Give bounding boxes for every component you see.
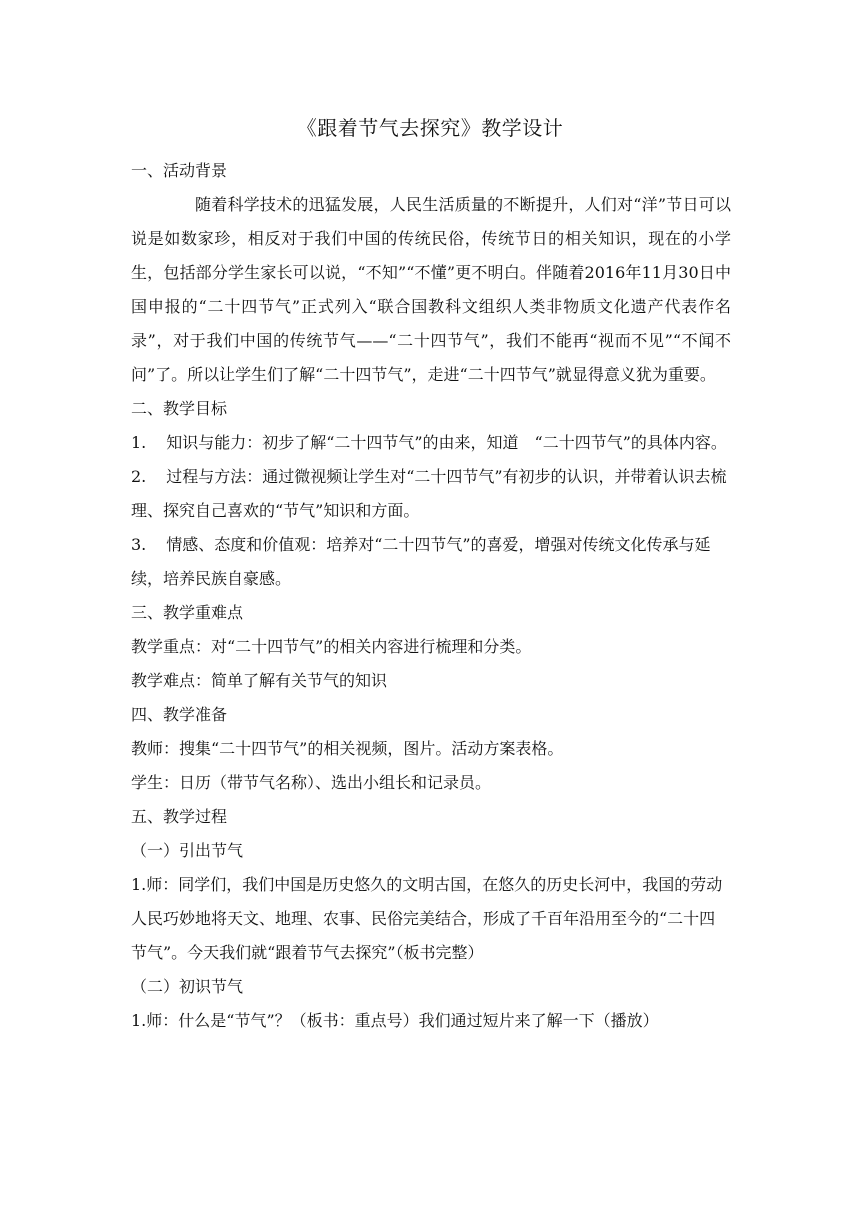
list-text: 知识与能力：初步了解“二十四节气”的由来，知道 “二十四节气”的具体内容。 [166, 433, 727, 452]
list-number: 1. [131, 433, 147, 452]
section-heading: 五、教学过程 [131, 807, 228, 826]
key-point-text: 教学重点：对“二十四节气”的相关内容进行梳理和分类。 [131, 637, 532, 656]
document-body [131, 154, 731, 1038]
list-item [131, 426, 731, 460]
section-heading: 四、教学准备 [131, 705, 228, 724]
student-prep-text: 学生：日历（带节气名称）、选出小组长和记录员。 [131, 773, 492, 792]
paragraph: 1.师：同学们，我们中国是历史悠久的文明古国，在悠久的历史长河中，我国的劳动人民巧妙地将天文、地理、农事、民俗完美结合，形成了千百年沿用至今的“二十四节气”。今天我们就“跟着节气去探究”（板书完整） [131, 875, 723, 962]
paragraph: 1.师：什么是“节气”？（板书：重点号）我们通过短片来了解一下（播放） [131, 1011, 659, 1030]
list-number: 3. [131, 535, 147, 554]
section-heading: 一、活动背景 [131, 161, 228, 180]
list-text: 情感、态度和价值观：培养对“二十四节气”的喜爱，增强对传统文化传承与延续，培养民族自豪感。 [131, 535, 711, 588]
list-text: 过程与方法：通过微视频让学生对“二十四节气”有初步的认识，并带着认识去梳理、探究自己喜欢的“节气”知识和方面。 [131, 467, 727, 520]
section-heading: 二、教学目标 [131, 399, 228, 418]
subsection-heading: （一）引出节气 [131, 841, 244, 860]
subsection-heading: （二）初识节气 [131, 977, 244, 996]
document-title: 《跟着节气去探究》教学设计 [296, 116, 564, 140]
list-item [131, 460, 731, 528]
list-number: 2. [131, 467, 147, 486]
teacher-prep-text: 教师：搜集“二十四节气”的相关视频，图片。活动方案表格。 [131, 739, 564, 758]
difficulty-text: 教学难点：简单了解有关节气的知识 [131, 671, 388, 690]
list-item [131, 528, 731, 596]
paragraph: 随着科学技术的迅猛发展，人民生活质量的不断提升，人们对“洋”节日可以说是如数家珍，相反对于我们中国的传统民俗，传统节日的相关知识，现在的小学生，包括部分学生家长可以说，“不知”“不懂”更不明白。伴随着2016年11月30日中国申报的“二十四节气”正式列入“联合国教科文组织人类非物质文化遗产代表作名录”，对于我们中国的传统节气——“二十四节气”，我们不能再“视而不见”“不闻不问”了。所以让学生们了解“二十四节气”，走进“二十四节气”就显得意义犹为重要。 [131, 195, 731, 384]
section-heading: 三、教学重难点 [131, 603, 244, 622]
